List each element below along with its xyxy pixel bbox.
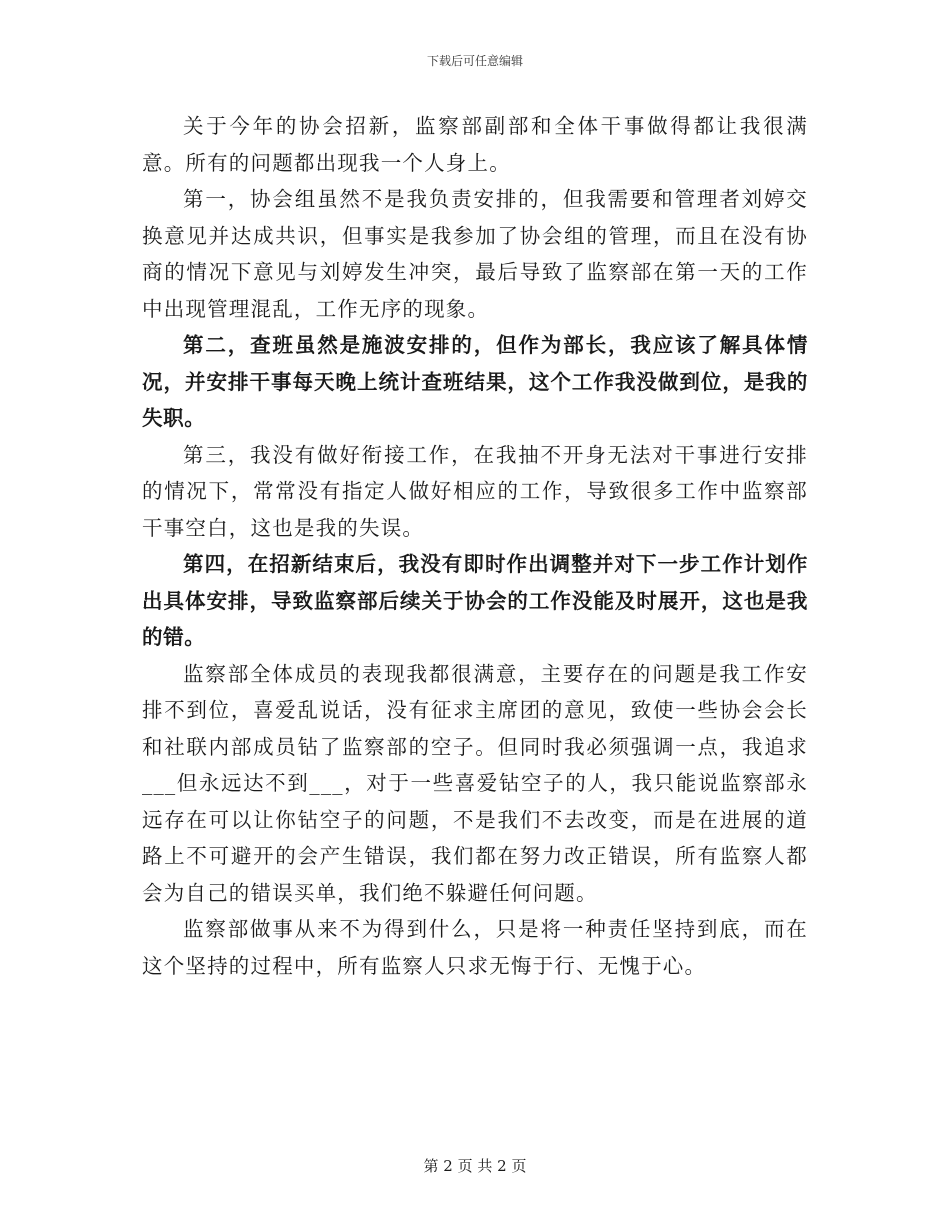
paragraph-intro: 关于今年的协会招新，监察部副部和全体干事做得都让我很满意。所有的问题都出现我一个人身上。 bbox=[142, 114, 808, 175]
paragraph-summary: 监察部全体成员的表现我都很满意，主要存在的问题是我工作安排不到位，喜爱乱说话，没有征求主席团的意见，致使一些协会会长和社联内部成员钻了监察部的空子。但同时我必须强调一点，我追求___但永远达不到___，对于一些喜爱钻空子的人，我只能说监察部永远存在可以让你钻空子的问题，不是我们不去改变，而是在进展的道路上不可避开的会产生错误，我们都在努力改正错误，所有监察人都会为自己的错误买单，我们绝不躲避任何问题。 bbox=[142, 661, 808, 905]
page-header-note: 下载后可任意编辑 bbox=[426, 54, 523, 68]
page-number: 第 2 页 共 2 页 bbox=[423, 1157, 527, 1175]
paragraph-point-four: 第四，在招新结束后，我没有即时作出调整并对下一步工作计划作出具体安排，导致监察部后续关于协会的工作没能及时展开，这也是我的错。 bbox=[142, 552, 808, 649]
document-body bbox=[142, 108, 808, 984]
paragraph-point-three: 第三，我没有做好衔接工作，在我抽不开身无法对干事进行安排的情况下，常常没有指定人做好相应的工作，导致很多工作中监察部干事空白，这也是我的失误。 bbox=[142, 442, 808, 540]
paragraph-point-one: 第一，协会组虽然不是我负责安排的，但我需要和管理者刘婷交换意见并达成共识，但事实是我参加了协会组的管理，而且在没有协商的情况下意见与刘婷发生冲突，最后导致了监察部在第一天的工作中出现管理混乱，工作无序的现象。 bbox=[142, 187, 808, 321]
paragraph-point-two: 第二，查班虽然是施波安排的，但作为部长，我应该了解具体情况，并安排干事每天晚上统计查班结果，这个工作我没做到位，是我的失职。 bbox=[142, 333, 808, 430]
paragraph-closing: 监察部做事从来不为得到什么，只是将一种责任坚持到底，而在这个坚持的过程中，所有监察人只求无悔于行、无愧于心。 bbox=[142, 917, 808, 978]
